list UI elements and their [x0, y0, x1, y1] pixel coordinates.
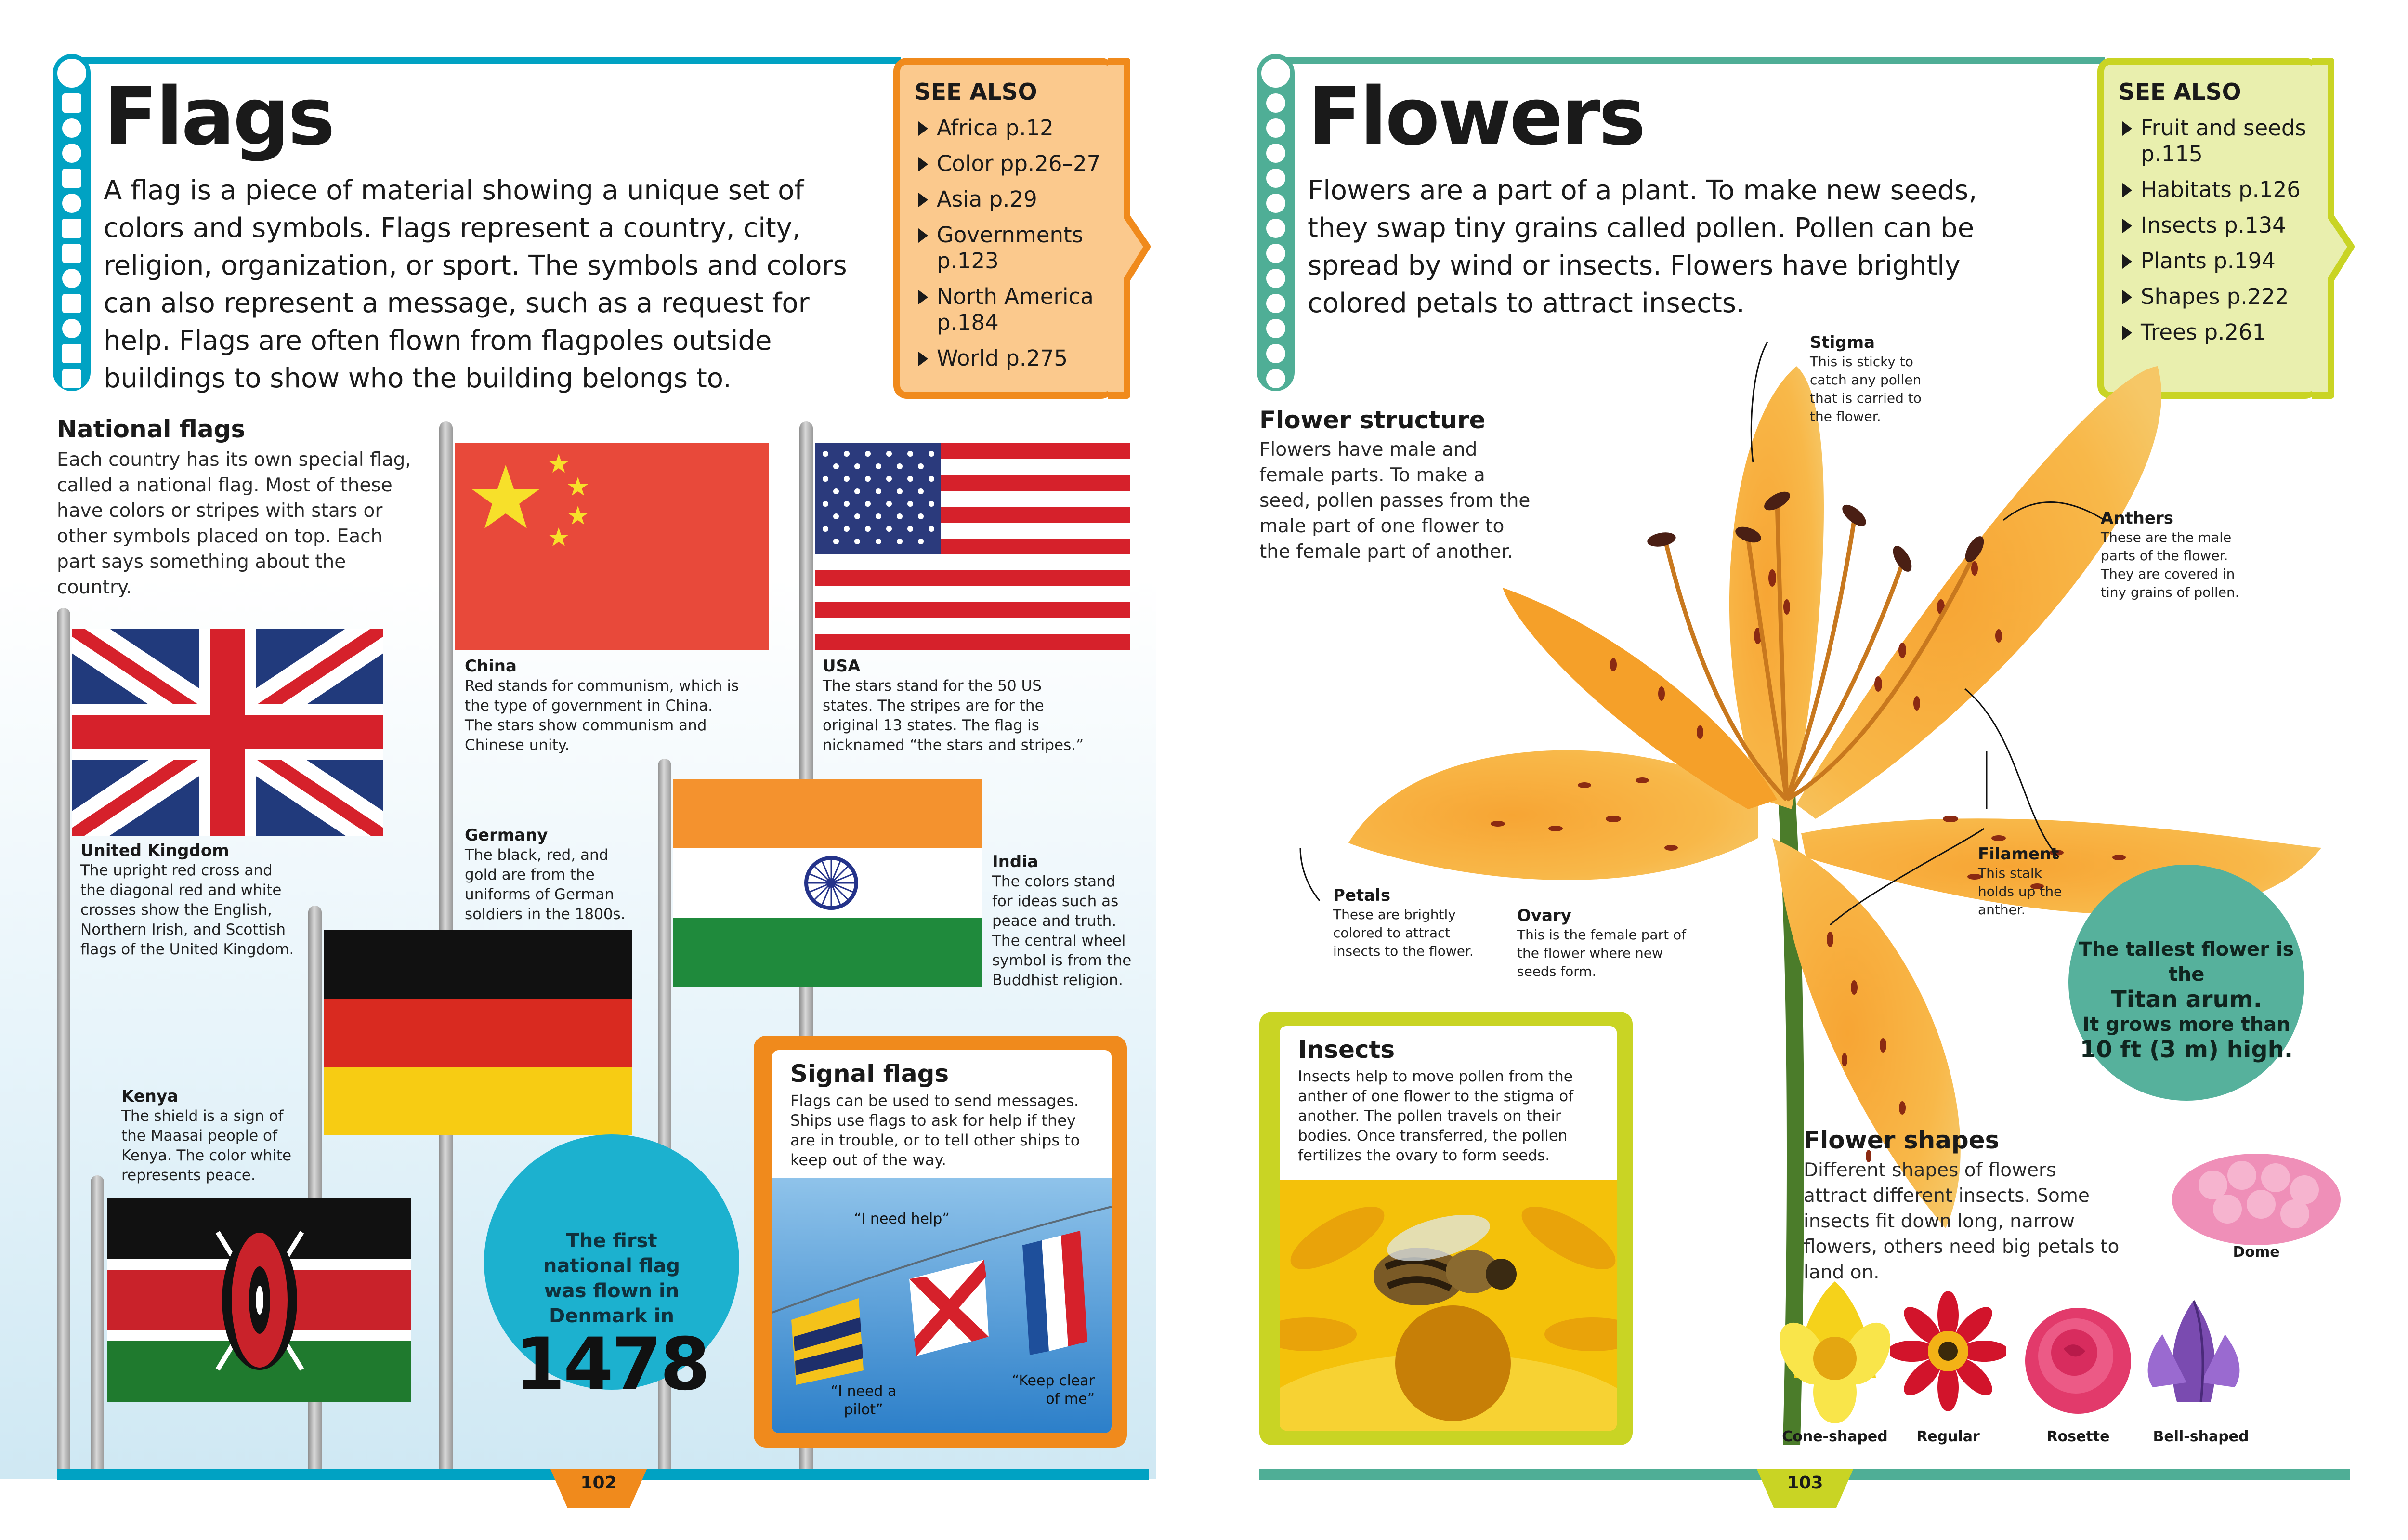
- label-keep-clear: “Keep clear of me”: [1011, 1372, 1095, 1408]
- book-icon: [62, 93, 81, 113]
- fact-circle: [484, 1134, 739, 1407]
- globe-icon: [62, 118, 81, 138]
- atom-icon: [62, 194, 81, 213]
- hand-icon: [62, 294, 81, 313]
- cone-shaped-flower: [1780, 1272, 1890, 1431]
- label-regular: Regular: [1916, 1428, 1980, 1445]
- see-also-link[interactable]: Trees p.261: [2119, 319, 2318, 345]
- dome-flower: [2165, 1137, 2348, 1248]
- caption-petals: Petals These are brightly colored to attract insects to the flower.: [1333, 886, 1474, 959]
- national-flags-heading: National flags: [57, 415, 246, 443]
- caption-filament: Filament This stalk holds up the anther.: [1978, 844, 2062, 918]
- intro-paragraph: A flag is a piece of material showing a unique set of colors and symbols. Flags represent a country, city, religion, organization, or sport. The symbols and colors can also represent a message, such as a request for help. Flags are often flown from flagpoles outside buildings to show who the building belongs to.: [104, 175, 847, 394]
- see-also-link[interactable]: Plants p.194: [2119, 248, 2318, 274]
- crown-icon: [62, 344, 81, 363]
- fact-line-2: It grows more than: [2082, 1014, 2290, 1036]
- insects-heading: Insects: [1298, 1036, 1395, 1064]
- caption-anthers: Anthers These are the male parts of the flower. They are covered in tiny grains of pollen.: [2101, 509, 2239, 600]
- label-i-need-help: “I need help”: [854, 1211, 950, 1227]
- see-also-link[interactable]: Color pp.26–27: [915, 151, 1114, 177]
- fact-number: 1478: [515, 1323, 708, 1407]
- fact-emphasis-2: 10 ft (3 m) high.: [2080, 1036, 2293, 1063]
- flower-shapes-heading: Flower shapes: [1804, 1126, 2000, 1154]
- flower-structure-text: Flowers have male and female parts. To make a seed, pollen passes from the male part of one flower to the female part of another.: [1259, 439, 1531, 563]
- signal-flags-box: [754, 1036, 1127, 1448]
- usa-flag: [815, 443, 1130, 650]
- caption-uk: United Kingdom The upright red cross and the diagonal red and white crosses show the English, Northern Irish, and Scottish flags of the United Kingdom.: [80, 841, 294, 958]
- signal-flags-text: Flags can be used to send messages. Ships use flags to ask for help if they are in trouble, or to tell other ships to keep out of the way.: [790, 1092, 1080, 1169]
- see-also-link[interactable]: Africa p.12: [915, 115, 1114, 141]
- person-icon: [57, 59, 86, 88]
- castle-icon: [62, 219, 81, 238]
- flowers-page: [1204, 0, 2408, 1540]
- see-also-link[interactable]: Governments p.123: [915, 222, 1096, 274]
- flags-icon-strip: [53, 54, 91, 391]
- kenya-flag: [107, 1198, 411, 1402]
- caption-kenya: Kenya The shield is a sign of the Maasai people of Kenya. The color white represents peace.: [121, 1087, 292, 1184]
- germany-flag: [324, 930, 632, 1135]
- label-cone-shaped: Cone-shaped: [1782, 1428, 1888, 1445]
- fact-emphasis-1: Titan arum.: [2111, 986, 2262, 1013]
- india-flag: [673, 779, 982, 987]
- see-also-link[interactable]: North America p.184: [915, 284, 1096, 336]
- flagpole: [91, 1175, 104, 1474]
- caption-usa: USA The stars stand for the 50 US states. The stripes are for the original 13 states. The flag is nicknamed “the stars and stripes.”: [823, 657, 1084, 754]
- china-flag: [455, 443, 769, 650]
- see-also-link[interactable]: World p.275: [915, 345, 1114, 371]
- caption-ovary: Ovary This is the female part of the flower where new seeds form.: [1517, 906, 1686, 979]
- graduation-cap-icon: [62, 244, 81, 263]
- page-number: 103: [1787, 1473, 1823, 1493]
- see-also-link[interactable]: Fruit and seeds p.115: [2119, 115, 2319, 167]
- keep-clear-signal-flag: [1022, 1231, 1087, 1355]
- see-also-link[interactable]: Insects p.134: [2119, 212, 2318, 238]
- titan-arum-fact-circle: [2068, 865, 2304, 1101]
- caption-china: China Red stands for communism, which is the type of government in China. The stars show communism and Chinese unity.: [465, 657, 739, 754]
- bell-shaped-flower: [2133, 1281, 2254, 1421]
- see-also-link[interactable]: Asia p.29: [915, 186, 1114, 212]
- music-icon: [62, 169, 81, 188]
- map-icon: [62, 369, 81, 388]
- caption-india: India The colors stand for ideas such as peace and truth. The central wheel symbol is from the Buddhist religion.: [992, 852, 1132, 989]
- rosette-flower: [2020, 1301, 2136, 1416]
- bee-photo: [1280, 1180, 1617, 1431]
- insects-box: [1259, 1012, 1633, 1445]
- intro-paragraph: Flowers are a part of a plant. To make new seeds, they swap tiny grains called pollen. Pollen can be spread by wind or insects. Flowers have brightly colored petals to attract insects.: [1308, 175, 1977, 319]
- flower-structure-heading: Flower structure: [1259, 406, 1486, 434]
- insects-text: Insects help to move pollen from the anther of one flower to the stigma of another. The pollen travels on their bodies. Once transferred, the pollen fertilizes the ovary to form seeds.: [1298, 1068, 1574, 1164]
- see-also-heading: SEE ALSO: [915, 79, 1037, 105]
- label-bell-shaped: Bell-shaped: [2153, 1428, 2249, 1445]
- label-rosette: Rosette: [2046, 1428, 2110, 1445]
- label-i-need-a-pilot: “I need a pilot”: [830, 1383, 897, 1418]
- page-number: 102: [580, 1473, 617, 1493]
- flower-shapes-text: Different shapes of flowers attract different insects. Some insects fit down long, narrow flowers, others need big petals to land on.: [1804, 1159, 2120, 1283]
- see-also-link[interactable]: Shapes p.222: [2119, 284, 2318, 310]
- page-title: Flags: [104, 70, 333, 163]
- label-dome: Dome: [2233, 1244, 2280, 1261]
- fact-line-1: The tallest flower is the: [2079, 938, 2294, 986]
- see-also-heading: SEE ALSO: [2119, 79, 2241, 105]
- figure-icon: [62, 319, 81, 338]
- gear-icon: [62, 144, 81, 163]
- caption-stigma: Stigma This is sticky to catch any pollen that is carried to the flower.: [1810, 333, 1922, 424]
- page-title: Flowers: [1308, 70, 1644, 163]
- regular-flower: [1890, 1291, 2006, 1416]
- see-also-box: [893, 58, 1114, 399]
- flags-header-rule: [72, 57, 901, 64]
- national-flags-text: Each country has its own special flag, called a national flag. Most of these have colors or stripes with stars or other symbols placed on top. Each part says something about the country.: [57, 449, 411, 598]
- flagpole: [57, 608, 70, 1475]
- caption-germany: Germany The black, red, and gold are from the uniforms of German soldiers in the 1800s.: [465, 826, 626, 923]
- see-also-link[interactable]: Habitats p.126: [2119, 177, 2318, 203]
- fact-text: The first national flag was flown in Denmark in: [543, 1230, 681, 1327]
- see-also-arrow: [1108, 58, 1151, 399]
- leaf-icon: [62, 269, 81, 288]
- signal-flags-heading: Signal flags: [790, 1060, 949, 1088]
- uk-flag: [72, 629, 383, 836]
